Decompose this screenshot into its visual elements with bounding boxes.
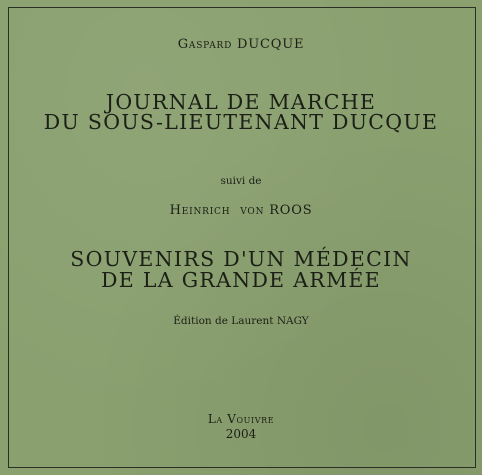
edition-credit: Édition de Laurent NAGY bbox=[173, 315, 309, 327]
author2-particle: von bbox=[240, 203, 265, 218]
connector-text: suivi de bbox=[220, 175, 262, 187]
author2-first-name: Heinrich bbox=[169, 203, 231, 218]
title2-line2: DE LA GRANDE ARMÉE bbox=[101, 268, 381, 292]
publisher-name: La Vouivre bbox=[207, 412, 275, 426]
title2-line1: SOUVENIRS D'UN MÉDECIN bbox=[70, 247, 412, 271]
author-heinrich-von-roos bbox=[0, 203, 482, 218]
title1-line2: DU SOUS-LIEUTENANT DUCQUE bbox=[43, 110, 439, 134]
publication-year: 2004 bbox=[225, 427, 257, 441]
author1-last-name: DUCQUE bbox=[237, 37, 305, 52]
cover-border-frame bbox=[8, 7, 476, 468]
author-gaspard-ducque bbox=[0, 37, 482, 52]
author2-last-name: ROOS bbox=[269, 203, 313, 218]
author1-first-name: Gaspard bbox=[177, 37, 233, 52]
title1-line1: JOURNAL DE MARCHE bbox=[105, 90, 377, 114]
